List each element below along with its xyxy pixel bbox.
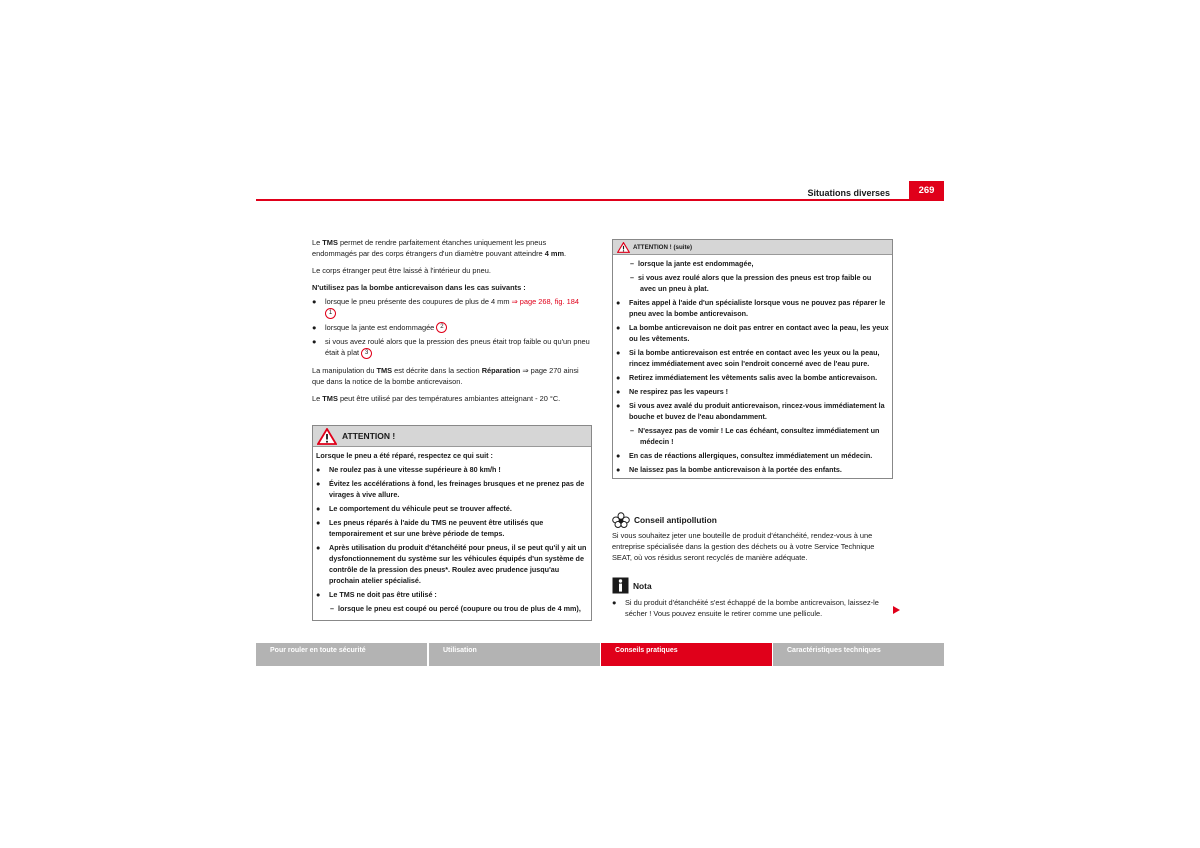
- list-item: ● lorsque le pneu présente des coupures de plus de 4 mm ⇒ page 268, fig. 184 1: [312, 296, 590, 319]
- warning-icon: [317, 428, 337, 445]
- list-item: ● Le TMS ne doit pas être utilisé :: [316, 590, 437, 599]
- callout-marker: 3: [361, 348, 372, 359]
- list-item: ● Après utilisation du produit d'étanchéité pour pneus, il se peut qu'il y ait un dysfonctionnement du système sur les véhicules équipés d'un système de contrôle de la pression des pneus*. Roulez avec prudence jusqu'au prochain atelier spécialisé.: [316, 543, 587, 585]
- list-item: ● En cas de réactions allergiques, consultez immédiatement un médecin.: [616, 451, 873, 460]
- info-icon: [612, 577, 629, 594]
- note-text: ● Si du produit d'étanchéité s'est échappé de la bombe anticrevaison, laissez-le sécher ! Vous pouvez ensuite le retirer comme une pellicule.: [612, 598, 879, 618]
- list-item: ● Retirez immédiatement les vêtements salis avec la bombe anticrevaison.: [616, 373, 878, 382]
- left-column: [312, 237, 590, 410]
- list-item: ● Si vous avez avalé du produit anticrevaison, rincez-vous immédiatement la bouche et buvez de l'eau abondamment.: [616, 401, 885, 421]
- warning-header: [613, 240, 892, 255]
- callout-marker: 1: [325, 308, 336, 319]
- warning-header: [313, 426, 591, 447]
- sub-item: – N'essayez pas de vomir ! Le cas échéant, consultez immédiatement un médecin !: [630, 426, 880, 446]
- eco-tip-text: Si vous souhaitez jeter une bouteille de produit d'étanchéité, rendez-vous à une entreprise spécialisée dans la gestion des déchets ou à votre Service Technique SEAT, où vos résidus seront recyclés de manière adéquate.: [612, 531, 875, 562]
- warning-title: ATTENTION ! (suite): [633, 243, 693, 251]
- sub-item: – lorsque la jante est endommagée,: [630, 259, 754, 268]
- next-page-arrow-icon[interactable]: [893, 606, 900, 614]
- tab-technical-specs[interactable]: Caractéristiques techniques: [773, 643, 944, 666]
- warning-title: ATTENTION !: [342, 431, 396, 441]
- header-rule: [256, 199, 944, 201]
- note-title: Nota: [633, 580, 652, 591]
- intro-paragraph: Le TMS permet de rendre parfaitement étanches uniquement les pneus endommagés par des corps étrangers d'un diamètre pouvant atteindre 4 mm.: [312, 238, 567, 258]
- list-item: ● Faites appel à l'aide d'un spécialiste lorsque vous ne pouvez pas réparer le pneu avec la bombe anticrevaison.: [616, 298, 886, 318]
- repair-paragraph: La manipulation du TMS est décrite dans la section Réparation ⇒ page 270 ainsi que dans la notice de la bombe anticrevaison.: [312, 365, 579, 386]
- list-item: ● Le comportement du véhicule peut se trouver affecté.: [316, 504, 512, 513]
- warning-box: [312, 425, 592, 621]
- page-reference-link[interactable]: ⇒ page 268, fig. 184: [511, 297, 579, 306]
- tab-usage[interactable]: Utilisation: [429, 643, 600, 666]
- list-item: ● Ne roulez pas à une vitesse supérieure à 80 km/h !: [316, 465, 501, 474]
- note-section: [612, 577, 892, 625]
- callout-marker: 2: [436, 322, 447, 333]
- list-item: ● La bombe anticrevaison ne doit pas entrer en contact avec la peau, les yeux ou les vêtements.: [616, 323, 889, 343]
- eco-tip-title: Conseil antipollution: [634, 515, 717, 525]
- temperature-paragraph: Le TMS peut être utilisé par des températures ambiantes atteignant - 20 °C.: [312, 393, 561, 403]
- list-item: ● Si la bombe anticrevaison est entrée en contact avec les yeux ou la peau, rincez immédiatement avec soin l'endroit concerné avec de l'eau pure.: [616, 348, 880, 368]
- list-item: ● Les pneus réparés à l'aide du TMS ne peuvent être utilisés que temporairement et sur une brève période de temps.: [316, 518, 544, 538]
- tab-safety[interactable]: Pour rouler en toute sécurité: [256, 643, 427, 666]
- sub-item: – si vous avez roulé alors que la pression des pneus est trop faible ou avec un pneu à plat.: [630, 273, 872, 293]
- warning-intro: Lorsque le pneu a été réparé, respectez ce qui suit :: [316, 451, 493, 460]
- tab-practical-tips[interactable]: Conseils pratiques: [601, 643, 772, 666]
- flower-icon: [612, 512, 630, 528]
- note-heading: [612, 577, 892, 594]
- page-number: 269: [909, 181, 944, 200]
- warning-box-continued: [612, 239, 893, 479]
- list-item: ● Ne laissez pas la bombe anticrevaison à la portée des enfants.: [616, 465, 842, 474]
- list-item: ● Évitez les accélérations à fond, les freinages brusques et ne prenez pas de virages à vive allure.: [316, 479, 585, 499]
- do-not-use-heading: N'utilisez pas la bombe anticrevaison dans les cas suivants :: [312, 283, 526, 292]
- warning-icon: [617, 242, 630, 253]
- list-item: ● si vous avez roulé alors que la pression des pneus était trop faible ou qu'un pneu était à plat 3: [312, 337, 590, 358]
- eco-tip: [612, 512, 892, 569]
- list-item: ● Ne respirez pas les vapeurs !: [616, 387, 729, 396]
- list-item: ● lorsque la jante est endommagée 2: [312, 322, 590, 334]
- section-title: Situations diverses: [807, 188, 890, 198]
- foreign-body-paragraph: Le corps étranger peut être laissé à l'intérieur du pneu.: [312, 266, 491, 275]
- eco-tip-heading: [612, 512, 892, 528]
- sub-item: – lorsque le pneu est coupé ou percé (coupure ou trou de plus de 4 mm),: [330, 604, 581, 613]
